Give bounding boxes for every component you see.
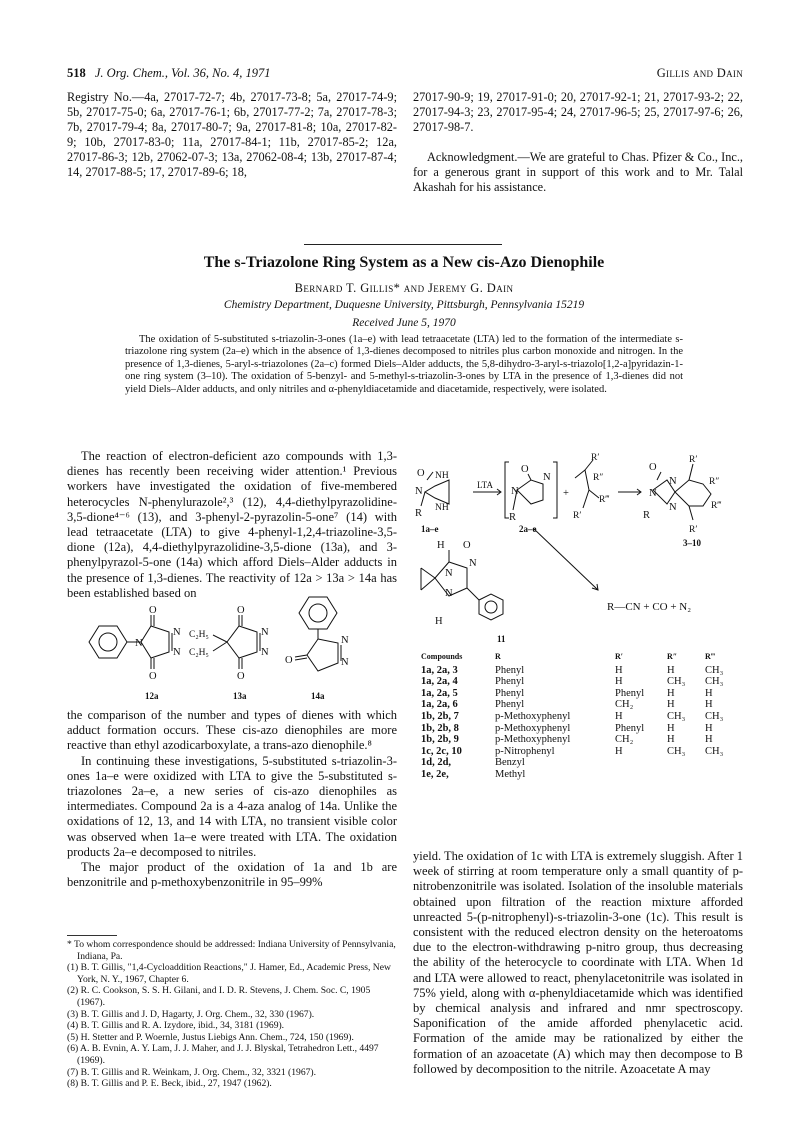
compound-table bbox=[421, 651, 743, 781]
atom-n: N bbox=[341, 635, 349, 646]
table-cell: p-Methoxyphenyl bbox=[495, 734, 571, 746]
atom-h: H bbox=[435, 616, 443, 627]
table-row bbox=[421, 723, 741, 735]
table-cell: H bbox=[705, 687, 713, 699]
table-cell: 1a, 2a, 6 bbox=[421, 699, 458, 711]
pyrazolone-ring bbox=[307, 639, 338, 671]
table-cell: CH₃ bbox=[705, 710, 724, 722]
compound-1-label: 1a–e bbox=[421, 524, 439, 534]
atom-n: N bbox=[669, 502, 677, 513]
footnote: (6) A. B. Evnin, A. Y. Lam, J. J. Maher, and J. J. Blyskal, Tetrahedron Lett., 4497 (1969). bbox=[67, 1043, 379, 1066]
table-cell: H bbox=[615, 745, 623, 757]
affiliation: Chemistry Department, Duquesne University, Pittsburgh, Pennsylvania 15219 bbox=[223, 299, 585, 311]
table-row bbox=[421, 769, 741, 781]
table-row bbox=[421, 711, 741, 723]
table-row bbox=[421, 676, 741, 688]
table-cell bbox=[615, 769, 667, 781]
table-cell bbox=[667, 757, 705, 769]
column-header: Compounds bbox=[421, 652, 463, 661]
atom-o: O bbox=[417, 468, 425, 479]
atom-n: N bbox=[543, 472, 551, 483]
received-date: Received June 5, 1970 bbox=[352, 317, 456, 329]
paragraph-right: yield. The oxidation of 1c with LTA is extremely sluggish. After 1 week of stirring at room temperature only a small quantity of p-nitrobenzonitrile was isolated. Isolation of the insoluble materials obtained upon filtration of the reaction mixture afforded unreacted 5-(p-nitrophenyl)-s-triazolin-3-one (1c). This result is consistent with the reduced electron density on the heteroatoms due to the electron-withdrawing p-nitro group, thus decreasing the ability of the heterocycle to coordinate with LTA. When 1d and LTA were allowed to react, phenylacetonitrile was isolated in 75% yield, along with α-phenyldiacetamide which was identified by chemical analysis and infrared and nmr spectroscopy. Saponification of the amide afforded phenylacetic acid. Formation of the amide may be rationalized by either the formation of an azoacetate (A) which may then decompose to B followed by decomposition to the nitrile. Azoacetate A may bbox=[413, 849, 743, 1076]
column-header: R‴ bbox=[705, 652, 716, 661]
atom-n: N bbox=[669, 476, 677, 487]
substituent-r2: R″ bbox=[593, 473, 604, 483]
substituent-r3: R‴ bbox=[599, 495, 610, 505]
atom-n: N bbox=[261, 627, 269, 638]
substituent-r2: R″ bbox=[709, 477, 720, 487]
footnotes bbox=[67, 939, 397, 1090]
atom-h: H bbox=[437, 540, 445, 551]
atom-nh: NH bbox=[435, 503, 449, 513]
table-cell: CH₂ bbox=[615, 699, 634, 711]
carbonyl-o: O bbox=[149, 605, 157, 616]
compound-14a-label: 14a bbox=[311, 691, 325, 701]
table-cell: H bbox=[705, 734, 713, 746]
column-header: R″ bbox=[667, 652, 678, 661]
table-cell: p-Methoxyphenyl bbox=[495, 722, 571, 734]
atom-n: N bbox=[261, 647, 269, 658]
carbonyl-o: O bbox=[237, 605, 245, 616]
registry-text: Registry No.—4a, 27017-72-7; 4b, 27017-73-8; 5a, 27017-74-9; 5b, 27017-75-0; 6a, 27017-76-1; 6b, 27017-77-2; 7a, 27017-78-3; 7b, 27017-79-4; 8a, 27017-80-7; 9a, 27017-81-8; 10a, 27017-82-9; 10b, 27017-83-0; 11a, 27017-84-1; 11b, 27017-85-2; 12a, 27017-86-3; 12b, 27062-07-3; 13a, 27062-08-4; 13b, 27017-87-4; 14, 27017-88-5; 17, 27017-89-6; 18, bbox=[67, 90, 397, 180]
table-cell: H bbox=[615, 664, 623, 676]
atom-n: N bbox=[135, 638, 143, 649]
ethyl-label: C₂H₅ bbox=[189, 648, 209, 658]
table-cell: CH₃ bbox=[667, 745, 686, 757]
atom-r: R bbox=[643, 510, 651, 521]
table-cell: Phenyl bbox=[495, 664, 525, 676]
paragraph-1: the comparison of the number and types of dienes with which adduct formation occurs. These cis-azo dienophiles are more reactive than ethyl azodicarboxylate, a trans-azo dienophile.⁸ bbox=[67, 708, 397, 753]
footnote: (5) H. Stetter and P. Woernle, Justus Liebigs Ann. Chem., 724, 150 (1969). bbox=[67, 1031, 354, 1043]
table-cell: H bbox=[667, 664, 675, 676]
article-authors: Bernard T. Gillis* and Jeremy G. Dain bbox=[294, 281, 514, 295]
footnote-rule bbox=[67, 935, 117, 936]
atom-n: N bbox=[341, 657, 349, 668]
table-row bbox=[421, 734, 741, 746]
benzene-ring-14a bbox=[299, 597, 337, 629]
table-cell: H bbox=[705, 722, 713, 734]
intro-paragraph bbox=[67, 449, 397, 601]
table-cell: p-Methoxyphenyl bbox=[495, 710, 571, 722]
ethyl-label: C₂H₅ bbox=[189, 630, 209, 640]
footnote: (1) B. T. Gillis, "1,4-Cycloaddition Reactions," J. Hamer, Ed., Academic Press, New York, N. Y., 1967, Chapter 6. bbox=[67, 962, 391, 985]
reagent-lta: LTA bbox=[477, 480, 493, 490]
article-title: The s-Triazolone Ring System as a New cis-Azo Dienophile bbox=[203, 254, 605, 271]
atom-o: O bbox=[521, 464, 529, 475]
pyrazole-ring bbox=[227, 626, 257, 658]
carbonyl-o: O bbox=[285, 655, 293, 666]
table-cell bbox=[667, 769, 705, 781]
registry-numbers-right bbox=[413, 90, 743, 196]
atom-n: N bbox=[445, 588, 453, 599]
atom-n: N bbox=[649, 488, 657, 499]
table-cell: H bbox=[615, 710, 623, 722]
table-cell: 1b, 2b, 7 bbox=[421, 710, 459, 722]
table-cell: CH₃ bbox=[705, 664, 724, 676]
benzene-ring bbox=[89, 626, 127, 658]
running-authors: Gillis and Dain bbox=[656, 66, 743, 80]
page-number: 518 bbox=[67, 66, 86, 80]
table-cell: 1a, 2a, 4 bbox=[421, 676, 458, 688]
running-head bbox=[67, 66, 743, 81]
table-cell: H bbox=[615, 676, 623, 688]
table-cell: 1b, 2b, 9 bbox=[421, 734, 459, 746]
substituent-r1: R′ bbox=[573, 511, 582, 521]
column-header: R′ bbox=[615, 652, 624, 661]
table-cell: CH₃ bbox=[667, 710, 686, 722]
triazole-ring bbox=[141, 626, 169, 658]
compound-12a-label: 12a bbox=[145, 691, 159, 701]
table-cell: CH₃ bbox=[667, 676, 686, 688]
table-cell: 1e, 2e, bbox=[421, 768, 449, 780]
table-cell: CH₂ bbox=[615, 734, 634, 746]
triazolinone-ring bbox=[425, 480, 449, 504]
atom-nh: NH bbox=[435, 471, 449, 481]
body-right-column bbox=[413, 849, 743, 1077]
plus-sign: + bbox=[563, 488, 569, 499]
table-cell: 1d, 2d, bbox=[421, 757, 452, 769]
table-cell: Phenyl bbox=[495, 676, 525, 688]
compound-2-label: 2a–e bbox=[519, 524, 537, 534]
table-cell bbox=[705, 757, 741, 769]
atom-n: N bbox=[511, 486, 519, 497]
table-cell: 1b, 2b, 8 bbox=[421, 722, 459, 734]
intro-text: The reaction of electron-deficient azo compounds with 1,3-dienes has recently been receiving wider attention.¹ Previous workers have investigated the oxidation of five-membered heterocycles N-phenylurazole²,³ (12), 4,4-diethylpyrazolidine-3,5-dione⁴⁻⁶ (13), and 3-phenyl-2-pyrazolin-5-one⁷ (14) with lead tetraacetate (LTA) to give 4-phenyl-1,2,4-triazoline-3,5-dione (12a), 4,4-diethylpyrazolidine-3,5-dione (13a), and 3-phenylpyrazol-5-one (14a) which afford Diels–Alder adducts in the presence of 1,3-dienes. The reactivity of 12a > 13a > 14a has been established based on bbox=[67, 449, 397, 600]
table-cell: H bbox=[667, 734, 675, 746]
registry-text-cont: 27017-90-9; 19, 27017-91-0; 20, 27017-92-1; 21, 27017-93-2; 22, 27017-94-3; 23, 27017-95-4; 24, 27017-96-5; 25, 27017-97-6; 26, 27017-98-7. bbox=[413, 90, 743, 135]
compound-11-label: 11 bbox=[497, 634, 506, 644]
carbonyl-o: O bbox=[237, 671, 245, 682]
table-cell bbox=[615, 757, 667, 769]
table-cell: Benzyl bbox=[495, 757, 525, 769]
atom-n: N bbox=[415, 486, 423, 497]
table-row bbox=[421, 757, 741, 769]
table-cell: Phenyl bbox=[495, 687, 525, 699]
table-cell: Phenyl bbox=[615, 687, 645, 699]
atom-n: N bbox=[173, 627, 181, 638]
atom-n: N bbox=[469, 558, 477, 569]
atom-n: N bbox=[173, 647, 181, 658]
table-header-row bbox=[421, 651, 741, 665]
atom-r: R bbox=[415, 508, 423, 519]
substituent-r3: R‴ bbox=[711, 501, 722, 511]
atom-o: O bbox=[649, 462, 657, 473]
paragraph-2: In continuing these investigations, 5-substituted s-triazolin-3-ones 1a–e were oxidized with LTA to give the 5-substituted s-triazolones 2a–e, a new series of cis-azo dienophiles as intermediates. Compound 2a is a 4-aza analog of 14a. Unlike the oxidations of 12, 13, and 14 with LTA, no transient visible color was observed when 1a–e were treated with LTA. The oxidation products 2a–e decomposed to nitriles. bbox=[67, 753, 397, 859]
table-cell: CH₃ bbox=[705, 745, 724, 757]
table-cell: H bbox=[667, 722, 675, 734]
footnote: (3) B. T. Gillis and J. D, Hagarty, J. Org. Chem., 32, 330 (1967). bbox=[67, 1008, 315, 1020]
footnote: (7) B. T. Gillis and R. Weinkam, J. Org. Chem., 32, 3321 (1967). bbox=[67, 1066, 317, 1078]
footnote: (4) B. T. Gillis and R. A. Izydore, ibid., 34, 3181 (1969). bbox=[67, 1020, 285, 1032]
atom-n: N bbox=[445, 568, 453, 579]
table-cell: Phenyl bbox=[495, 699, 525, 711]
table-row bbox=[421, 746, 741, 758]
table-cell: H bbox=[667, 687, 675, 699]
atom-o: O bbox=[463, 540, 471, 551]
table-row bbox=[421, 699, 741, 711]
footnote: (8) B. T. Gillis and P. E. Beck, ibid., 27, 1947 (1962). bbox=[67, 1078, 272, 1090]
table-cell: Methyl bbox=[495, 768, 526, 780]
carbonyl-o: O bbox=[149, 671, 157, 682]
table-cell: H bbox=[667, 699, 675, 711]
substituent-r1: R′ bbox=[689, 525, 698, 535]
column-header: R bbox=[495, 652, 501, 661]
section-divider bbox=[304, 244, 502, 245]
table-cell: CH₃ bbox=[705, 676, 724, 688]
table-row bbox=[421, 688, 741, 700]
table-cell: p-Nitrophenyl bbox=[495, 745, 555, 757]
phenyl-ring-11 bbox=[479, 594, 503, 620]
atom-r: R bbox=[509, 512, 517, 523]
table-cell: Phenyl bbox=[615, 722, 645, 734]
journal-citation: J. Org. Chem., Vol. 36, No. 4, 1971 bbox=[94, 66, 271, 80]
table-row bbox=[421, 665, 741, 677]
footnote: * To whom correspondence should be addressed: Indiana University of Pennsylvania, Indiana, Pa. bbox=[67, 939, 396, 962]
paragraph-3: The major product of the oxidation of 1a and 1b are benzonitrile and p-methoxybenzonitrile in 95–99% bbox=[67, 860, 397, 890]
compound-3-10-label: 3–10 bbox=[683, 538, 701, 548]
structures-12a-13a-14a bbox=[67, 595, 397, 705]
decomposition-products: R—CN + CO + N₂ bbox=[607, 601, 692, 613]
footnote: (2) R. C. Cookson, S. S. H. Gilani, and I. D. R. Stevens, J. Chem. Soc. C, 1905 (1967). bbox=[67, 985, 371, 1008]
abstract: The oxidation of 5-substituted s-triazolin-3-ones (1a–e) with lead tetraacetate (LTA) led to the formation of the intermediate s-triazolone ring system (2a–e) which in the absence of 1,3-dienes decomposed to nitriles plus carbon monoxide and nitrogen. In the presence of 1,3-dienes, 5-aryl-s-triazolones (2a–c) formed Diels–Alder adducts, the 5,8-dihydro-3-aryl-s-triazolo[1,2-a]pyridazin-1-one ring system (3–10). The oxidation of 5-benzyl- and 5-methyl-s-triazolin-3-ones by LTA in the presence of 1,3-dienes did not yield Diels–Alder adducts, and only nitriles and α-phenyldiacetamide and diacetamide, respectively, were isolated. bbox=[125, 334, 683, 395]
table-cell: 1a, 2a, 5 bbox=[421, 687, 458, 699]
substituent-r1: R′ bbox=[591, 453, 600, 463]
reaction-scheme bbox=[413, 450, 743, 645]
table-cell: H bbox=[705, 699, 713, 711]
table-cell: 1c, 2c, 10 bbox=[421, 745, 462, 757]
substituent-r1: R′ bbox=[689, 455, 698, 465]
compound-13a-label: 13a bbox=[233, 691, 247, 701]
body-left-column bbox=[67, 708, 397, 890]
registry-numbers-left bbox=[67, 90, 397, 181]
table-cell bbox=[705, 769, 741, 781]
acknowledgment: Acknowledgment.—We are grateful to Chas. Pfizer & Co., Inc., for a generous grant in support of this work and to Mr. Talal Akashah for his assistance. bbox=[413, 150, 743, 195]
table-cell: 1a, 2a, 3 bbox=[421, 664, 458, 676]
